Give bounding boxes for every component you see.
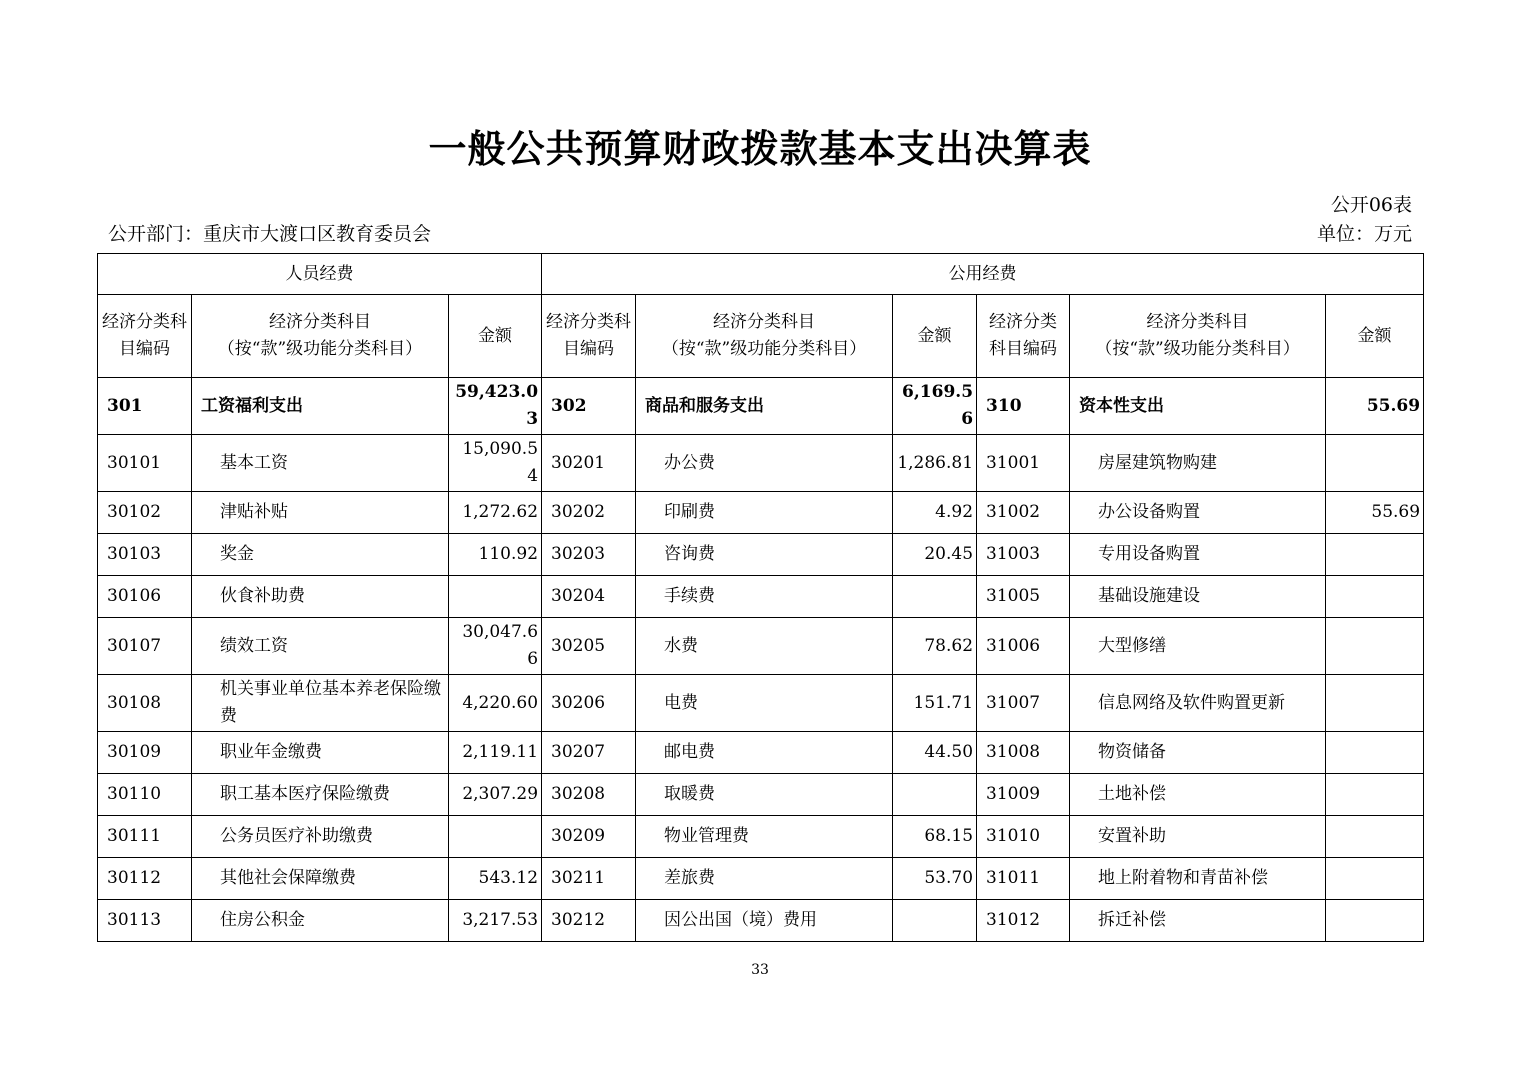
unit-label: 单位：万元 [1316,223,1412,245]
amount-cell [1326,858,1424,900]
code-cell: 310 [977,378,1070,435]
name-cell: 拆迁补偿 [1070,900,1326,942]
name-cell: 伙食补助费 [192,576,449,618]
code-cell: 30112 [98,858,192,900]
table-row [98,534,1424,576]
name-cell: 房屋建筑物购建 [1070,435,1326,492]
amount-cell: 68.15 [893,816,977,858]
code-cell: 31009 [977,774,1070,816]
name-cell: 职业年金缴费 [192,732,449,774]
code-cell: 31002 [977,492,1070,534]
amount-cell: 53.70 [893,858,977,900]
amount-cell: 55.69 [1326,378,1424,435]
name-cell: 基本工资 [192,435,449,492]
code-cell: 30201 [542,435,636,492]
header-code: 经济分类科目编码 [98,295,192,378]
amount-cell [1326,816,1424,858]
name-cell: 奖金 [192,534,449,576]
header-name: 经济分类科目 （按“款”级功能分类科目） [192,295,449,378]
amount-cell [1326,618,1424,675]
name-cell: 取暖费 [636,774,893,816]
name-cell: 物资储备 [1070,732,1326,774]
code-cell: 30111 [98,816,192,858]
name-cell: 物业管理费 [636,816,893,858]
name-cell: 咨询费 [636,534,893,576]
page-title: 一般公共预算财政拨款基本支出决算表 [428,127,1092,171]
code-cell: 30207 [542,732,636,774]
code-cell: 30208 [542,774,636,816]
code-cell: 30102 [98,492,192,534]
amount-cell: 1,272.62 [449,492,542,534]
name-cell: 信息网络及软件购置更新 [1070,675,1326,732]
amount-cell: 59,423.03 [449,378,542,435]
name-cell: 因公出国（境）费用 [636,900,893,942]
name-cell: 土地补偿 [1070,774,1326,816]
code-cell: 302 [542,378,636,435]
code-cell: 31007 [977,675,1070,732]
amount-cell [449,816,542,858]
code-cell: 30203 [542,534,636,576]
amount-cell: 78.62 [893,618,977,675]
code-cell: 30113 [98,900,192,942]
name-cell: 邮电费 [636,732,893,774]
code-cell: 30211 [542,858,636,900]
amount-cell: 30,047.66 [449,618,542,675]
name-cell: 差旅费 [636,858,893,900]
name-cell: 安置补助 [1070,816,1326,858]
table-row [98,618,1424,675]
amount-cell [1326,576,1424,618]
name-cell: 地上附着物和青苗补偿 [1070,858,1326,900]
header-code: 经济分类科目编码 [977,295,1070,378]
amount-cell: 4.92 [893,492,977,534]
code-cell: 31010 [977,816,1070,858]
header-name: 经济分类科目 （按“款”级功能分类科目） [1070,295,1326,378]
amount-cell: 55.69 [1326,492,1424,534]
header-code: 经济分类科目编码 [542,295,636,378]
code-cell: 31012 [977,900,1070,942]
header-amount: 金额 [1326,295,1424,378]
table-row [98,435,1424,492]
code-cell: 30206 [542,675,636,732]
header-amount: 金额 [449,295,542,378]
table-row [98,858,1424,900]
table-row [98,774,1424,816]
name-cell: 基础设施建设 [1070,576,1326,618]
name-cell: 绩效工资 [192,618,449,675]
amount-cell [1326,774,1424,816]
name-cell: 机关事业单位基本养老保险缴费 [192,675,449,732]
name-cell: 商品和服务支出 [636,378,893,435]
name-cell: 印刷费 [636,492,893,534]
code-cell: 30209 [542,816,636,858]
code-cell: 301 [98,378,192,435]
amount-cell [1326,900,1424,942]
amount-cell: 2,119.11 [449,732,542,774]
code-cell: 30202 [542,492,636,534]
name-cell: 办公设备购置 [1070,492,1326,534]
code-cell: 30107 [98,618,192,675]
amount-cell: 2,307.29 [449,774,542,816]
table-row [98,492,1424,534]
code-cell: 30212 [542,900,636,942]
amount-cell: 15,090.54 [449,435,542,492]
amount-cell [1326,732,1424,774]
name-cell: 水费 [636,618,893,675]
amount-cell: 20.45 [893,534,977,576]
group-public: 公用经费 [542,254,1424,295]
page-number: 33 [751,962,769,978]
name-cell: 专用设备购置 [1070,534,1326,576]
table-row [98,900,1424,942]
code-cell: 31005 [977,576,1070,618]
name-cell: 职工基本医疗保险缴费 [192,774,449,816]
code-cell: 30109 [98,732,192,774]
amount-cell: 6,169.56 [893,378,977,435]
code-cell: 30101 [98,435,192,492]
code-cell: 31003 [977,534,1070,576]
header-name: 经济分类科目 （按“款”级功能分类科目） [636,295,893,378]
amount-cell [893,774,977,816]
amount-cell: 110.92 [449,534,542,576]
name-cell: 电费 [636,675,893,732]
code-cell: 31006 [977,618,1070,675]
amount-cell: 151.71 [893,675,977,732]
amount-cell: 3,217.53 [449,900,542,942]
name-cell: 其他社会保障缴费 [192,858,449,900]
amount-cell [893,900,977,942]
group-personnel: 人员经费 [98,254,542,295]
table-row [98,732,1424,774]
amount-cell [1326,675,1424,732]
code-cell: 31008 [977,732,1070,774]
name-cell: 手续费 [636,576,893,618]
amount-cell [449,576,542,618]
amount-cell [1326,435,1424,492]
code-cell: 30204 [542,576,636,618]
table-code: 公开06表 [1330,194,1412,216]
table-row [98,675,1424,732]
amount-cell: 4,220.60 [449,675,542,732]
table-row [98,816,1424,858]
table-row [98,576,1424,618]
table-total-row [98,378,1424,435]
name-cell: 工资福利支出 [192,378,449,435]
name-cell: 办公费 [636,435,893,492]
amount-cell [1326,534,1424,576]
name-cell: 津贴补贴 [192,492,449,534]
department-label: 公开部门：重庆市大渡口区教育委员会 [108,223,432,245]
code-cell: 30108 [98,675,192,732]
code-cell: 31001 [977,435,1070,492]
header-amount: 金额 [893,295,977,378]
name-cell: 公务员医疗补助缴费 [192,816,449,858]
name-cell: 资本性支出 [1070,378,1326,435]
amount-cell: 44.50 [893,732,977,774]
code-cell: 30106 [98,576,192,618]
amount-cell [893,576,977,618]
name-cell: 住房公积金 [192,900,449,942]
budget-table [97,253,1424,942]
code-cell: 30110 [98,774,192,816]
code-cell: 30205 [542,618,636,675]
code-cell: 31011 [977,858,1070,900]
amount-cell: 543.12 [449,858,542,900]
amount-cell: 1,286.81 [893,435,977,492]
name-cell: 大型修缮 [1070,618,1326,675]
code-cell: 30103 [98,534,192,576]
